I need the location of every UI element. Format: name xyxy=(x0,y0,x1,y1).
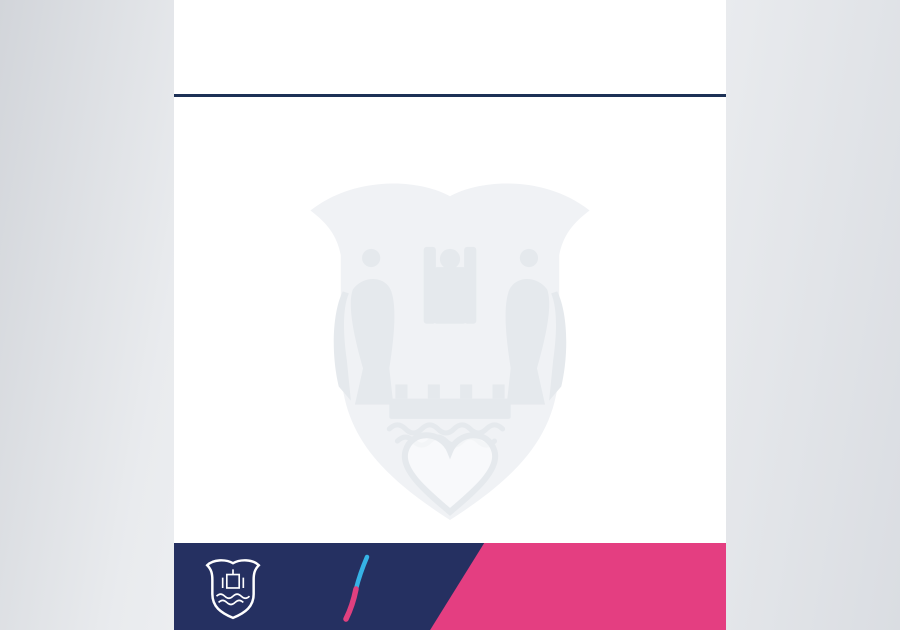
document-flyer xyxy=(174,0,726,630)
title-divider xyxy=(174,94,726,97)
watermark-heart xyxy=(405,435,495,512)
process-section xyxy=(201,118,701,174)
slash-divider-icon xyxy=(341,554,371,622)
footer xyxy=(174,543,726,630)
puebla-shield-icon xyxy=(203,557,263,621)
puebla-coat-of-arms-watermark xyxy=(292,170,608,522)
